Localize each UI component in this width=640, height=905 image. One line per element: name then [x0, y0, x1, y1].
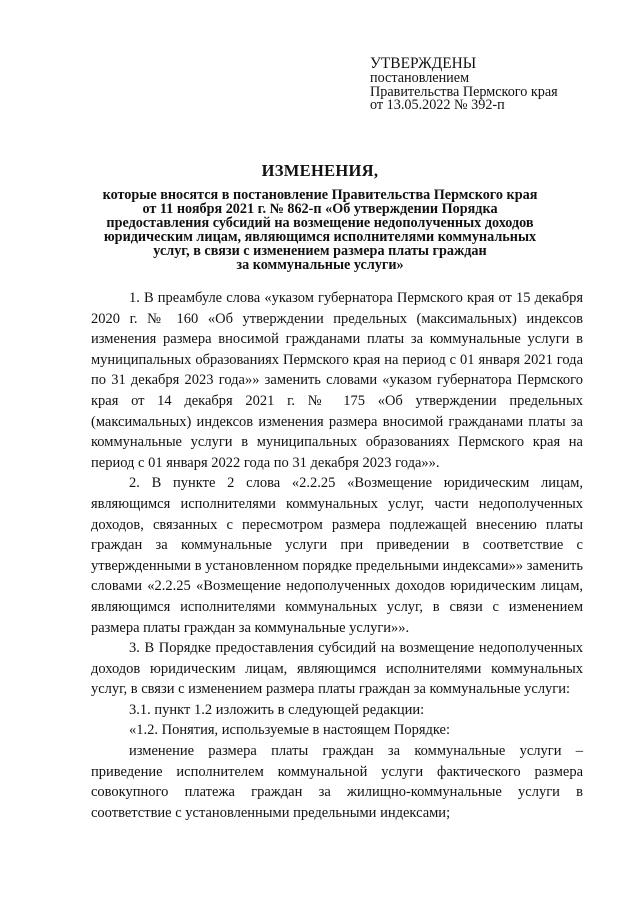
paragraph-1-2-quote: «1.2. Понятия, используемые в настоящем Порядке:	[129, 722, 451, 739]
document-body	[91, 288, 583, 823]
approval-date-number: от 13.05.2022 № 392-п	[370, 97, 505, 113]
paragraph-3: 3. В Порядке предоставления субсидий на возмещение недополученных доходов юридическим лицам, являющимся исполнителями коммунальных услуг, в связи с изменением размера платы граждан за коммунальные услуги:	[91, 640, 583, 698]
paragraph-definition: изменение размера платы граждан за коммунальные услуги – приведение исполнителем коммунальной услуги фактического размера совокупного платежа граждан за жилищно-коммунальные услуги в соответствие с установленными предельными индексами;	[91, 743, 583, 821]
paragraph-2: 2. В пункте 2 слова «2.2.25 «Возмещение юридическим лицам, являющимся исполнителями коммунальных услуг, части недополученных доходов, связанных с пересмотром размера подлежащей внесению платы граждан за коммунальные услуги при приведении в соответствие с утвержденными в установленном порядке предельными индексами»» заменить словами «2.2.25 «Возмещение недополученных доходов юридическим лицам, являющимся исполнителями коммунальных услуг, в связи с изменением размера платы граждан за коммунальные услуги»».	[91, 475, 583, 636]
approval-heading: УТВЕРЖДЕНЫ	[370, 55, 477, 72]
subtitle-line: юридическим лицам, являющимся исполнителями коммунальных	[103, 228, 537, 245]
document-subtitle	[60, 189, 580, 272]
document-title: ИЗМЕНЕНИЯ,	[261, 161, 379, 180]
approval-line: постановлением	[370, 70, 470, 86]
paragraph-1: 1. В преамбуле слова «указом губернатора Пермского края от 15 декабря 2020 г. № 160 «Об утверждении предельных (максимальных) индексов изменения размера вносимой гражданами платы за коммунальные услуги в муниципальных образованиях Пермского края на период с 01 января 2021 года по 31 декабря 2023 года»» заменить словами «указом губернатора Пермского края от 14 декабря 2021 г. № 175 «Об утверждении предельных (максимальных) индексов изменения размера вносимой гражданами платы за коммунальные услуги в муниципальных образованиях Пермского края на период с 01 января 2022 года по 31 декабря 2023 года»».	[91, 290, 583, 471]
subtitle-line: услуг, в связи с изменением размера платы граждан	[153, 242, 487, 259]
approval-line: Правительства Пермского края	[370, 83, 558, 100]
subtitle-line: предоставления субсидий на возмещение недополученных доходов	[106, 214, 534, 231]
subtitle-line: от 11 ноября 2021 г. № 862-п «Об утверждении Порядка	[142, 200, 498, 217]
subtitle-line: за коммунальные услуги»	[236, 256, 404, 273]
paragraph-3-1: 3.1. пункт 1.2 изложить в следующей редакции:	[129, 701, 425, 718]
subtitle-line: которые вносятся в постановление Правительства Пермского края	[102, 187, 538, 203]
approval-stamp	[370, 56, 620, 113]
